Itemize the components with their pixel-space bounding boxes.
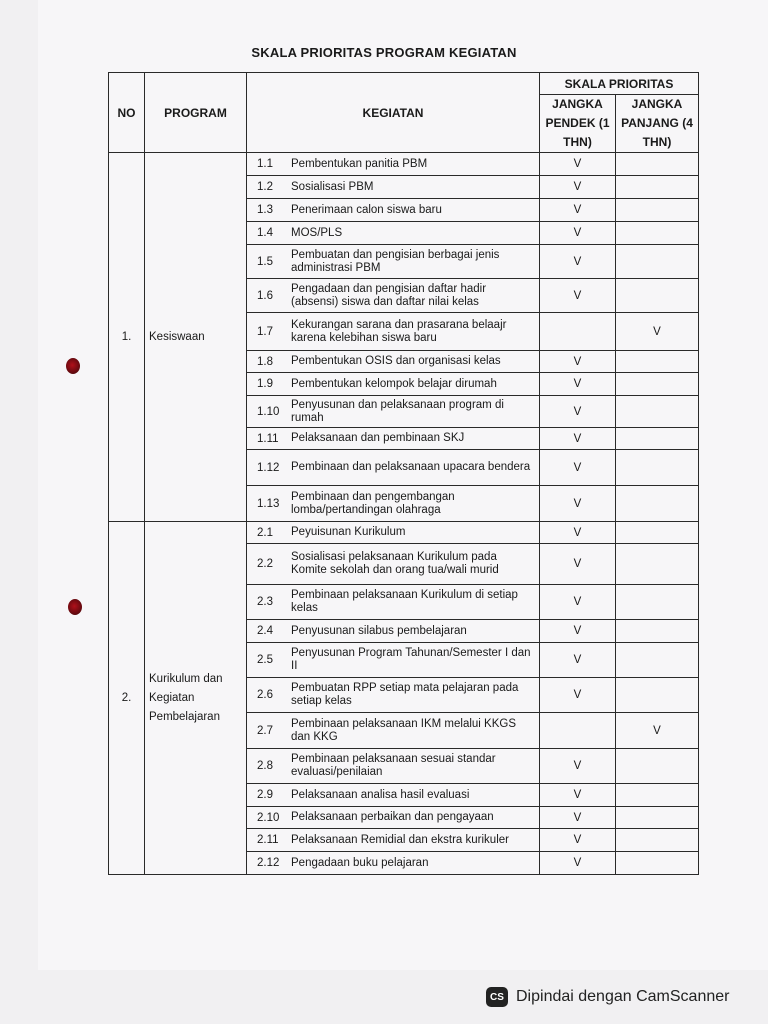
activity-number: 2.6 — [257, 689, 273, 701]
mark-jangka-pendek: V — [540, 428, 616, 450]
mark-jangka-panjang — [616, 544, 699, 585]
mark-jangka-panjang — [616, 678, 699, 713]
activity-number: 1.1 — [257, 158, 273, 170]
activity-text: Pengadaan dan pengisian daftar hadir (absensi) siswa dan daftar nilai kelas — [291, 282, 487, 308]
program-name: Kurikulum dan Kegiatan Pembelajaran — [145, 522, 247, 875]
header-jangka-pendek: JANGKA PENDEK (1 THN) — [540, 95, 616, 153]
mark-jangka-panjang — [616, 396, 699, 428]
activity-text: Penyusunan silabus pembelajaran — [291, 624, 467, 637]
mark-jangka-panjang — [616, 222, 699, 245]
mark-jangka-pendek: V — [540, 222, 616, 245]
header-no: NO — [109, 73, 145, 153]
camscanner-watermark — [474, 981, 756, 1013]
mark-jangka-panjang: V — [616, 713, 699, 749]
mark-jangka-pendek: V — [540, 153, 616, 176]
activity-number: 2.11 — [257, 834, 279, 846]
mark-jangka-panjang — [616, 807, 699, 829]
activity-number: 2.4 — [257, 625, 273, 637]
mark-jangka-pendek: V — [540, 852, 616, 875]
mark-jangka-pendek: V — [540, 784, 616, 807]
mark-jangka-pendek: V — [540, 522, 616, 544]
activity-text: Penyusunan dan pelaksanaan program di rumah — [291, 398, 504, 424]
activity-text: Pembinaan pelaksanaan sesuai standar evaluasi/penilaian — [291, 753, 496, 778]
activity-text: Sosialisasi pelaksanaan Kurikulum pada Komite sekolah dan orang tua/wali murid — [291, 551, 499, 576]
mark-jangka-pendek: V — [540, 544, 616, 585]
mark-jangka-panjang — [616, 450, 699, 486]
kegiatan-cell — [247, 176, 540, 199]
header-kegiatan: KEGIATAN — [247, 73, 540, 153]
mark-jangka-panjang — [616, 522, 699, 544]
camscanner-text: Dipindai dengan CamScanner — [516, 988, 730, 1005]
kegiatan-cell — [247, 373, 540, 396]
activity-number: 1.11 — [257, 432, 279, 445]
activity-text: Pelaksanaan perbaikan dan pengayaan — [291, 811, 494, 823]
activity-number: 2.1 — [257, 526, 273, 539]
activity-text: Pembuatan dan pengisian berbagai jenis administrasi PBM — [291, 248, 500, 274]
kegiatan-cell — [247, 585, 540, 620]
mark-jangka-pendek: V — [540, 351, 616, 373]
priority-table — [108, 72, 699, 875]
camscanner-icon: CS — [486, 987, 508, 1007]
activity-text: Pembentukan kelompok belajar dirumah — [291, 377, 497, 390]
activity-text: Pelaksanaan Remidial dan ekstra kurikuler — [291, 833, 509, 846]
kegiatan-cell — [247, 829, 540, 852]
kegiatan-cell — [247, 713, 540, 749]
mark-jangka-pendek: V — [540, 396, 616, 428]
mark-jangka-panjang — [616, 245, 699, 279]
table-row — [109, 522, 699, 544]
mark-jangka-panjang — [616, 749, 699, 784]
kegiatan-cell — [247, 678, 540, 713]
activity-number: 1.13 — [257, 497, 280, 510]
activity-text: Pembinaan pelaksanaan IKM melalui KKGS dan KKG — [291, 717, 517, 743]
activity-number: 1.8 — [257, 355, 273, 368]
activity-number: 1.4 — [257, 227, 273, 239]
activity-number: 2.3 — [257, 596, 273, 608]
kegiatan-cell — [247, 522, 540, 544]
mark-jangka-pendek: V — [540, 807, 616, 829]
activity-number: 2.7 — [257, 724, 273, 737]
mark-jangka-panjang — [616, 620, 699, 643]
mark-jangka-panjang — [616, 486, 699, 522]
kegiatan-cell — [247, 852, 540, 875]
kegiatan-cell — [247, 784, 540, 807]
kegiatan-cell — [247, 199, 540, 222]
punch-hole-mark — [66, 358, 80, 374]
activity-text: Penyusunan Program Tahunan/Semester I dan II — [291, 647, 531, 672]
mark-jangka-pendek: V — [540, 373, 616, 396]
kegiatan-cell — [247, 620, 540, 643]
activity-text: Pembentukan panitia PBM — [291, 157, 428, 170]
group-number: 1. — [109, 153, 145, 522]
mark-jangka-pendek: V — [540, 678, 616, 713]
activity-number: 1.2 — [257, 181, 273, 193]
kegiatan-cell — [247, 643, 540, 678]
mark-jangka-panjang — [616, 784, 699, 807]
mark-jangka-panjang — [616, 176, 699, 199]
kegiatan-cell — [247, 313, 540, 351]
document-title: SKALA PRIORITAS PROGRAM KEGIATAN — [251, 45, 517, 60]
mark-jangka-panjang — [616, 279, 699, 313]
kegiatan-cell — [247, 279, 540, 313]
mark-jangka-panjang — [616, 829, 699, 852]
header-jangka-panjang: JANGKA PANJANG (4 THN) — [616, 95, 699, 153]
activity-number: 1.3 — [257, 204, 273, 216]
mark-jangka-pendek: V — [540, 749, 616, 784]
activity-number: 1.9 — [257, 378, 273, 390]
mark-jangka-panjang — [616, 153, 699, 176]
mark-jangka-panjang — [616, 373, 699, 396]
mark-jangka-panjang: V — [616, 313, 699, 351]
activity-number: 1.10 — [257, 405, 280, 418]
activity-text: Pembinaan dan pelaksanaan upacara bendera — [291, 461, 531, 473]
mark-jangka-pendek: V — [540, 620, 616, 643]
kegiatan-cell — [247, 428, 540, 450]
kegiatan-cell — [247, 544, 540, 585]
kegiatan-cell — [247, 749, 540, 784]
table-row — [109, 153, 699, 176]
activity-number: 2.12 — [257, 857, 280, 869]
kegiatan-cell — [247, 153, 540, 176]
mark-jangka-pendek — [540, 713, 616, 749]
mark-jangka-panjang — [616, 643, 699, 678]
activity-number: 2.2 — [257, 558, 273, 570]
group-number: 2. — [109, 522, 145, 875]
activity-text: Pembentukan OSIS dan organisasi kelas — [291, 355, 501, 367]
activity-number: 1.12 — [257, 461, 280, 474]
kegiatan-cell — [247, 222, 540, 245]
mark-jangka-pendek — [540, 313, 616, 351]
activity-text: Pengadaan buku pelajaran — [291, 856, 429, 869]
mark-jangka-panjang — [616, 351, 699, 373]
mark-jangka-pendek: V — [540, 199, 616, 222]
header-program: PROGRAM — [145, 73, 247, 153]
activity-number: 2.9 — [257, 789, 273, 801]
mark-jangka-panjang — [616, 428, 699, 450]
activity-text: Peyuisunan Kurikulum — [291, 526, 406, 538]
activity-text: Kekurangan sarana dan prasarana belaajr karena kelebihan siswa baru — [291, 318, 507, 344]
activity-number: 1.7 — [257, 325, 273, 338]
activity-text: MOS/PLS — [291, 226, 343, 239]
mark-jangka-panjang — [616, 585, 699, 620]
program-name: Kesiswaan — [145, 153, 247, 522]
activity-number: 1.6 — [257, 289, 273, 302]
kegiatan-cell — [247, 351, 540, 373]
mark-jangka-pendek: V — [540, 585, 616, 620]
kegiatan-cell — [247, 486, 540, 522]
mark-jangka-pendek: V — [540, 245, 616, 279]
activity-text: Pelaksanaan dan pembinaan SKJ — [291, 432, 465, 444]
mark-jangka-panjang — [616, 852, 699, 875]
mark-jangka-pendek: V — [540, 450, 616, 486]
mark-jangka-pendek: V — [540, 829, 616, 852]
activity-number: 1.5 — [257, 255, 273, 268]
kegiatan-cell — [247, 396, 540, 428]
kegiatan-cell — [247, 807, 540, 829]
header-skala-prioritas: SKALA PRIORITAS — [540, 73, 699, 95]
kegiatan-cell — [247, 245, 540, 279]
activity-number: 2.10 — [257, 811, 280, 824]
activity-text: Pembinaan pelaksanaan Kurikulum di setiap kelas — [291, 589, 518, 614]
mark-jangka-pendek: V — [540, 279, 616, 313]
activity-text: Penerimaan calon siswa baru — [291, 203, 442, 216]
kegiatan-cell — [247, 450, 540, 486]
mark-jangka-pendek: V — [540, 643, 616, 678]
activity-number: 2.8 — [257, 760, 273, 772]
mark-jangka-pendek: V — [540, 176, 616, 199]
mark-jangka-panjang — [616, 199, 699, 222]
activity-text: Pembinaan dan pengembangan lomba/pertandingan olahraga — [291, 490, 455, 516]
punch-hole-mark — [68, 599, 82, 615]
activity-text: Pelaksanaan analisa hasil evaluasi — [291, 788, 470, 801]
activity-text: Sosialisasi PBM — [291, 180, 374, 193]
activity-number: 2.5 — [257, 654, 273, 666]
activity-text: Pembuatan RPP setiap mata pelajaran pada setiap kelas — [291, 682, 519, 707]
mark-jangka-pendek: V — [540, 486, 616, 522]
